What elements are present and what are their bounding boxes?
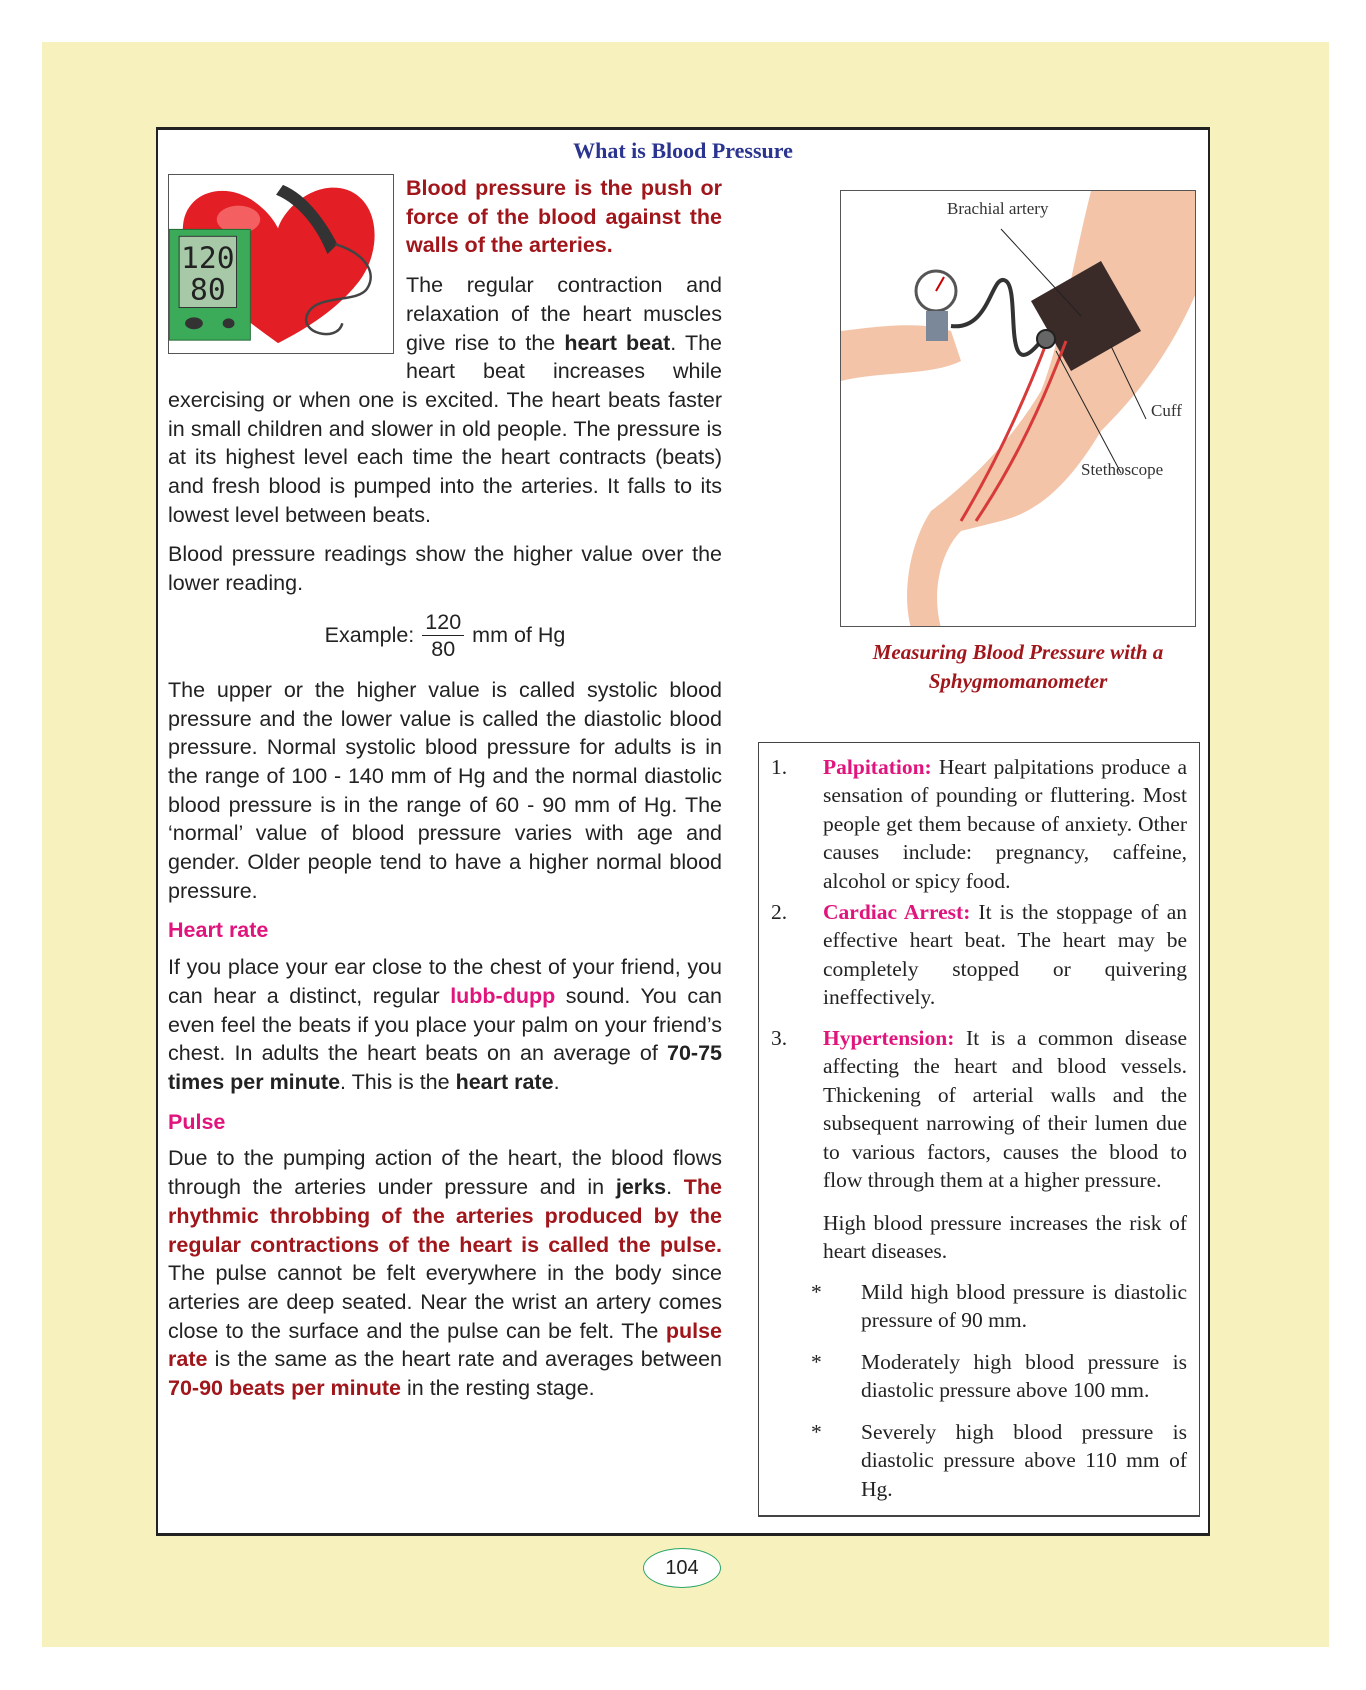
asterisk-bullet: * bbox=[811, 1350, 822, 1374]
fraction-numerator: 120 bbox=[422, 609, 464, 636]
list-item-hypertension bbox=[771, 1024, 1187, 1194]
monitor-systolic-reading: 120 bbox=[181, 239, 235, 275]
emphasized-text: heart beat bbox=[564, 330, 671, 355]
text-run: . bbox=[666, 1175, 684, 1200]
arm-cuff-illustration bbox=[841, 191, 1196, 627]
list-item-cardiac-arrest bbox=[771, 898, 1187, 1012]
monitor-diastolic-reading: 80 bbox=[189, 271, 226, 307]
list-item-palpitation bbox=[771, 753, 1187, 895]
item-text: It is a common disease affecting the heart and blood vessels. Thickening of arterial walls and the subsequent narrowing of their lumen due to various factors, causes the blood to flow through them at a higher pressure. bbox=[823, 1026, 1187, 1193]
example-unit: mm of Hg bbox=[472, 622, 566, 647]
item-number: 1. bbox=[771, 755, 788, 779]
page-title: What is Blood Pressure bbox=[573, 138, 793, 163]
emphasized-text: lubb-dupp bbox=[450, 983, 556, 1008]
bullet-mild bbox=[811, 1278, 1187, 1335]
item-text: Heart palpitations produce a sensation of pounding or fluttering. Most people get them because of anxiety. Other causes include: pregnancy, caffeine, alcohol or spicy food. bbox=[823, 755, 1187, 893]
risk-note bbox=[771, 1209, 1187, 1266]
bullet-text: Severely high blood pressure is diastolic pressure above 110 mm of Hg. bbox=[861, 1420, 1187, 1501]
text-run: Due to the pumping action of the heart, the blood flows through the arteries under pressure and in bbox=[168, 1146, 722, 1200]
bullet-severe bbox=[811, 1418, 1187, 1503]
label-cuff: Cuff bbox=[1151, 401, 1182, 420]
text-run: The upper or the higher value is called systolic blood pressure and the lower value is called the diastolic blood pressure. Normal systolic blood pressure for adults is in the range of 100 - 140 mm of Hg and the normal diastolic blood pressure is in the range of 60 - 90 mm of Hg. The ‘normal’ value of blood pressure varies with age and gender. Older people tend to have a higher normal blood pressure. bbox=[168, 677, 722, 903]
emphasized-text: The rhythmic throbbing of the arteries produced by the regular contractions of the heart is called the pulse. bbox=[168, 1175, 722, 1257]
heart-conditions-box bbox=[758, 742, 1200, 1517]
emphasized-text: 70-75 times per minute bbox=[168, 1041, 722, 1094]
label-brachial-artery: Brachial artery bbox=[947, 199, 1049, 218]
left-column bbox=[168, 174, 722, 1414]
content-frame bbox=[156, 127, 1210, 1536]
heading-heart-rate: Heart rate bbox=[168, 918, 269, 943]
item-number: 2. bbox=[771, 900, 788, 924]
heart-bp-monitor-image bbox=[168, 174, 394, 354]
fraction-denominator: 80 bbox=[431, 636, 456, 661]
sphygmomanometer-figure bbox=[840, 190, 1196, 627]
emphasized-text: jerks bbox=[615, 1175, 667, 1200]
emphasized-text: pulse rate bbox=[168, 1318, 722, 1372]
item-term: Hypertension: bbox=[823, 1026, 955, 1050]
pulse-paragraph bbox=[168, 1144, 722, 1402]
example-label: Example: bbox=[324, 622, 415, 647]
item-term: Palpitation: bbox=[823, 755, 932, 779]
page-number: 104 bbox=[643, 1548, 721, 1588]
figure-caption: Measuring Blood Pressure with a Sphygmomanometer bbox=[872, 640, 1164, 693]
item-number: 3. bbox=[771, 1026, 788, 1050]
item-text: It is the stoppage of an effective heart beat. The heart may be completely stopped or quivering ineffectively. bbox=[823, 900, 1187, 1010]
text-run: sound. You can even feel the beats if you place your palm on your friend’s chest. In adults the heart beats on an average of bbox=[168, 983, 723, 1066]
bullet-text: Moderately high blood pressure is diastolic pressure above 100 mm. bbox=[861, 1350, 1187, 1403]
text-run: . The heart beat increases while exercising or when one is excited. The heart beats faster in small children and slower in old people. The pressure is at its highest level each time the heart contracts (beats) and fresh blood is pumped into the arteries. It falls to its lowest level between beats. bbox=[168, 330, 723, 527]
emphasized-text: Blood pressure is the push or force of the blood against the walls of the arteries. bbox=[406, 176, 722, 258]
bp-example bbox=[168, 609, 722, 662]
heading-pulse: Pulse bbox=[168, 1109, 226, 1134]
text-run: Blood pressure readings show the higher value over the lower reading. bbox=[168, 542, 722, 596]
asterisk-bullet: * bbox=[811, 1420, 822, 1444]
emphasized-text: 70-90 beats per minute bbox=[168, 1376, 402, 1401]
readings-paragraph bbox=[168, 540, 722, 597]
systolic-diastolic-paragraph bbox=[168, 676, 722, 906]
text-run: . bbox=[553, 1069, 560, 1094]
text-run: The pulse cannot be felt everywhere in the body since arteries are deep seated. Near the wrist an artery comes close to the surface and the pulse can be felt. The bbox=[168, 1261, 722, 1343]
label-stethoscope: Stethoscope bbox=[1081, 460, 1164, 479]
risk-text: High blood pressure increases the risk of heart diseases. bbox=[823, 1211, 1187, 1264]
bullet-moderate bbox=[811, 1348, 1187, 1405]
bp-fraction bbox=[422, 609, 464, 662]
heart-rate-paragraph bbox=[168, 953, 722, 1097]
text-run: The regular contraction and relaxation of the heart muscles give rise to the bbox=[406, 273, 722, 355]
asterisk-bullet: * bbox=[811, 1280, 822, 1304]
item-term: Cardiac Arrest: bbox=[823, 900, 971, 924]
text-run: If you place your ear close to the chest of your friend, you can hear a distinct, regular bbox=[168, 955, 722, 1008]
text-run: is the same as the heart rate and averages between bbox=[207, 1347, 722, 1372]
bullet-text: Mild high blood pressure is diastolic pressure of 90 mm. bbox=[861, 1280, 1187, 1333]
text-run: . This is the bbox=[340, 1069, 456, 1094]
emphasized-text: heart rate bbox=[455, 1069, 554, 1094]
text-run: in the resting stage. bbox=[401, 1376, 595, 1401]
